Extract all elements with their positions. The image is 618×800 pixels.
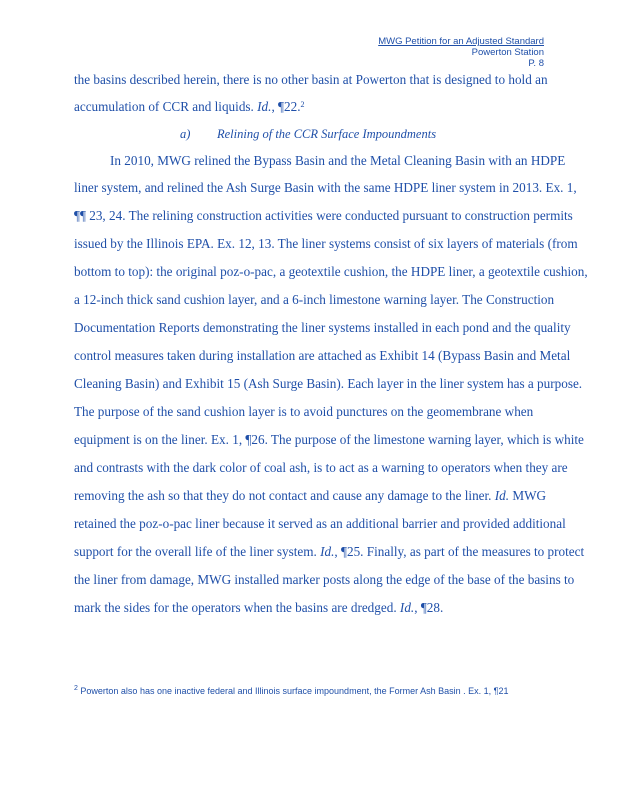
section-subheading <box>180 127 436 142</box>
body-line-11 <box>74 376 583 392</box>
text-run: Documentation Reports demonstrating the liner systems installed in each pond and the quality <box>74 320 571 335</box>
text-run: retained the poz-o-pac liner because it served as an additional barrier and provided additional <box>74 516 566 531</box>
text-run: liner system, and relined the Ash Surge Basin with the same HDPE liner system in 2013. Ex. 1, <box>74 180 577 195</box>
body-line-1 <box>74 72 578 88</box>
text-run: accumulation of CCR and liquids. <box>74 99 258 114</box>
text-run: and contrasts with the dark color of coal ash, is to act as a warning to operators when they are <box>74 460 568 475</box>
subheading-label: a) <box>180 127 191 141</box>
body-line-16 <box>74 516 578 532</box>
text-run: , ¶25. Finally, as part of the measures to protect <box>334 544 585 559</box>
citation-id: Id. <box>399 600 415 615</box>
text-run: equipment is on the liner. Ex. 1, ¶26. The purpose of the limestone warning layer, which is white <box>74 432 584 447</box>
text-run: MWG <box>509 488 547 503</box>
text-run: support for the overall life of the liner system. <box>74 544 321 559</box>
text-run: In 2010, MWG relined the Bypass Basin and the Metal Cleaning Basin with an HDPE <box>110 153 566 168</box>
text-run: bottom to top): the original poz-o-pac, a geotextile cushion, the HDPE liner, a geotextile cushion, <box>74 264 588 279</box>
text-run: a 12-inch thick sand cushion layer, and a 6-inch limestone warning layer. The Construction <box>74 292 555 307</box>
body-line-10 <box>74 348 578 364</box>
subheading-title: Relining of the CCR Surface Impoundments <box>217 127 437 141</box>
text-run: , ¶22. <box>271 99 301 114</box>
text-run: control measures taken during installation are attached as Exhibit 14 (Bypass Basin and Metal <box>74 348 571 363</box>
footnote-mark: 2 <box>74 685 78 692</box>
body-line-9 <box>74 320 578 336</box>
body-line-15 <box>74 488 578 504</box>
body-line-17 <box>74 544 585 560</box>
citation-id: Id. <box>320 544 335 559</box>
body-line-4 <box>74 180 578 196</box>
body-line-8 <box>74 292 578 308</box>
body-line-13 <box>74 432 584 448</box>
body-line-19 <box>74 600 578 616</box>
text-run: the liner from damage, MWG installed marker posts along the edge of the base of the basins to <box>74 572 575 587</box>
body-line-3 <box>74 153 578 169</box>
page-header <box>378 36 544 69</box>
text-run: ¶¶ 23, 24. The relining construction activities were conducted pursuant to construction permits <box>74 208 573 223</box>
text-run: The purpose of the sand cushion layer is to avoid punctures on the geomembrane when <box>74 404 534 419</box>
text-run: Cleaning Basin) and Exhibit 15 (Ash Surge Basin). Each layer in the liner system has a purpose. <box>74 376 583 391</box>
body-line-6 <box>74 236 578 252</box>
body-line-2 <box>74 99 578 115</box>
text-run: , ¶28. <box>414 600 444 615</box>
body-line-14 <box>74 460 578 476</box>
citation-id: Id. <box>494 488 510 503</box>
text-run: issued by the Illinois EPA. Ex. 12, 13. The liner systems consist of six layers of materials (from <box>74 236 578 251</box>
citation-id: Id. <box>257 99 272 114</box>
text-run: removing the ash so that they do not contact and cause any damage to the liner. <box>74 488 495 503</box>
body-line-18 <box>74 572 578 588</box>
page-number: P. 8 <box>528 58 544 69</box>
text-run: the basins described herein, there is no other basin at Powerton that is designed to hold an <box>74 72 548 87</box>
footnote-text: Powerton also has one inactive federal and Illinois surface impoundment, the Former Ash Basin . Ex. 1, ¶21 <box>77 686 509 696</box>
text-run: mark the sides for the operators when the basins are dredged. <box>74 600 400 615</box>
body-line-7 <box>74 264 588 280</box>
body-line-12 <box>74 404 578 420</box>
header-petition-title: MWG Petition for an Adjusted Standard <box>378 36 544 47</box>
footnote <box>74 686 508 696</box>
footnote-reference[interactable]: 2 <box>300 100 305 109</box>
header-station-name: Powerton Station <box>471 47 544 58</box>
body-line-5 <box>74 208 578 224</box>
